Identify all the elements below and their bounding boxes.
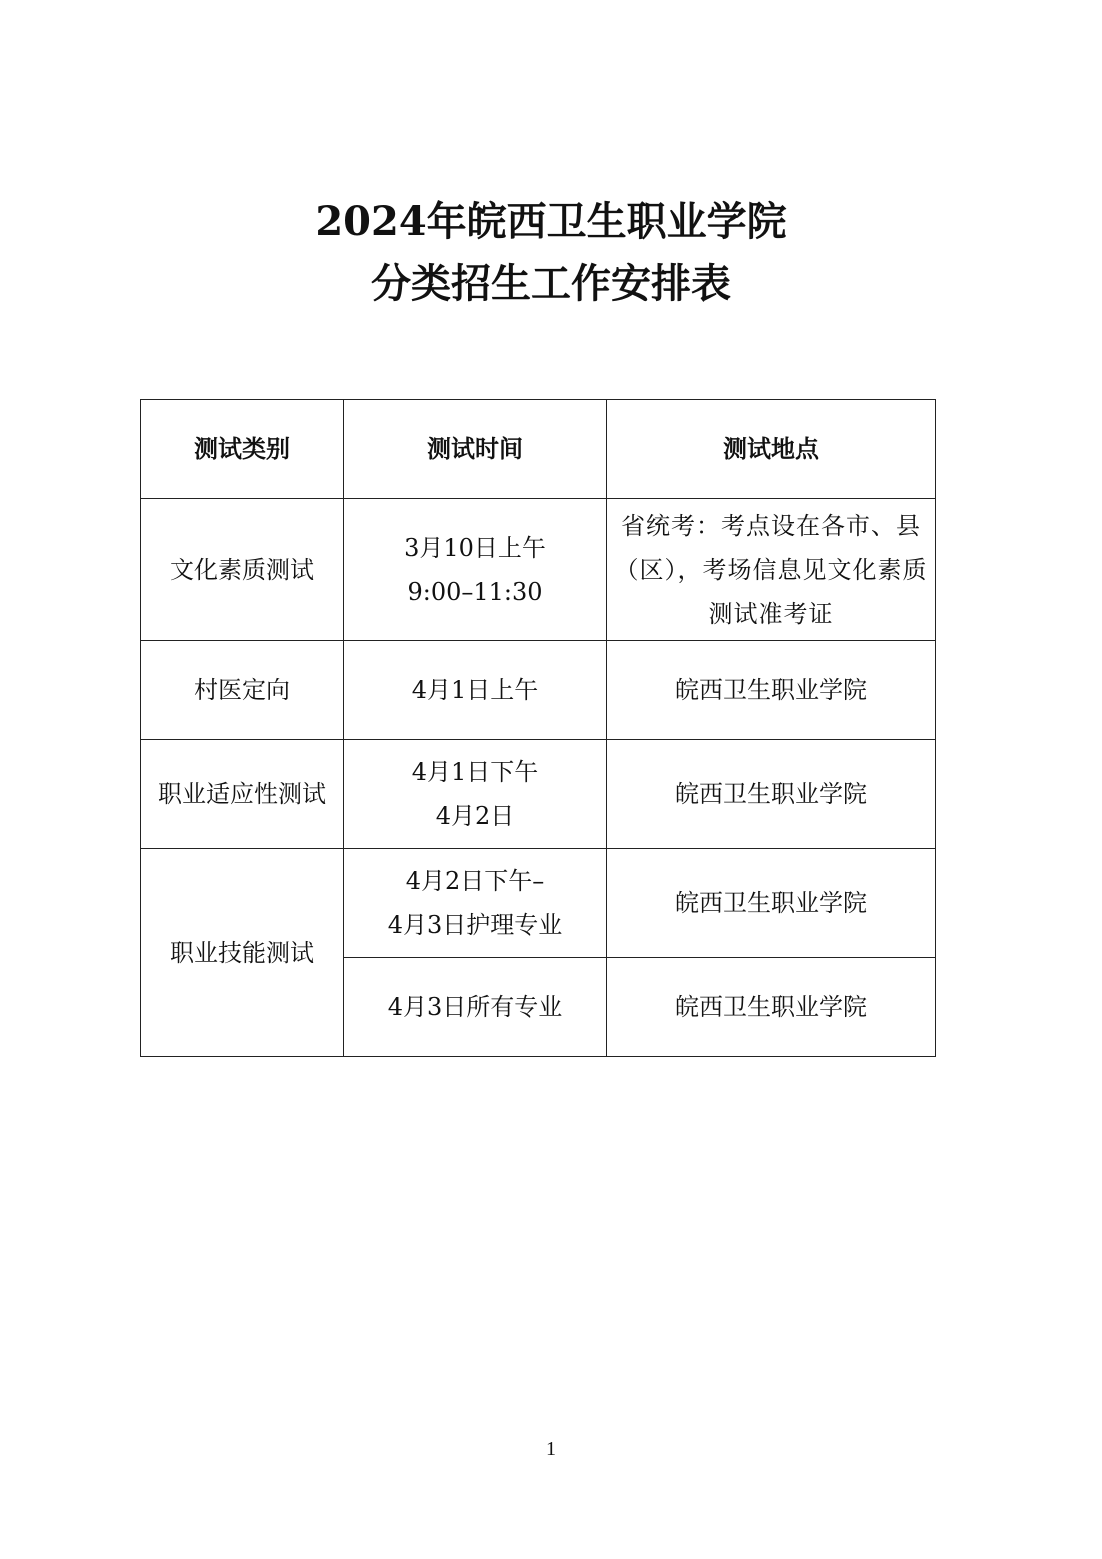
cell-time-line: 3月10日上午 [404, 533, 546, 562]
table-row [141, 641, 936, 740]
cell-category: 文化素质测试 [141, 499, 344, 641]
header-time: 测试时间 [344, 400, 607, 499]
table-row [141, 849, 936, 958]
cell-location: 皖西卫生职业学院 [607, 641, 936, 740]
cell-category: 职业适应性测试 [141, 740, 344, 849]
cell-time-line: 4月3日护理专业 [387, 911, 563, 939]
document-title-line-2: 分类招生工作安排表 [371, 260, 731, 307]
cell-time [344, 849, 607, 958]
table-header-row [141, 400, 936, 499]
cell-location: 省统考：考点设在各市、县（区），考场信息见文化素质测试准考证 [607, 499, 936, 641]
table-row [141, 740, 936, 849]
cell-time-line: 9:00–11:30 [407, 577, 543, 606]
cell-location: 皖西卫生职业学院 [607, 849, 936, 958]
cell-time [344, 740, 607, 849]
table-row [141, 499, 936, 641]
cell-time [344, 499, 607, 641]
cell-category: 职业技能测试 [141, 849, 344, 1057]
schedule-table [140, 399, 936, 1057]
cell-time-line: 4月1日下午 [411, 758, 539, 786]
cell-location: 皖西卫生职业学院 [607, 740, 936, 849]
page-number: 1 [546, 1438, 556, 1460]
document-title-line-1: 2024年皖西卫生职业学院 [315, 198, 787, 245]
cell-time-line: 4月2日 [435, 802, 515, 830]
cell-category: 村医定向 [141, 641, 344, 740]
cell-time-line: 4月2日下午– [405, 867, 545, 895]
cell-time: 4月1日上午 [344, 641, 607, 740]
header-category: 测试类别 [141, 400, 344, 499]
cell-time: 4月3日所有专业 [344, 958, 607, 1057]
cell-location: 皖西卫生职业学院 [607, 958, 936, 1057]
header-location: 测试地点 [607, 400, 936, 499]
